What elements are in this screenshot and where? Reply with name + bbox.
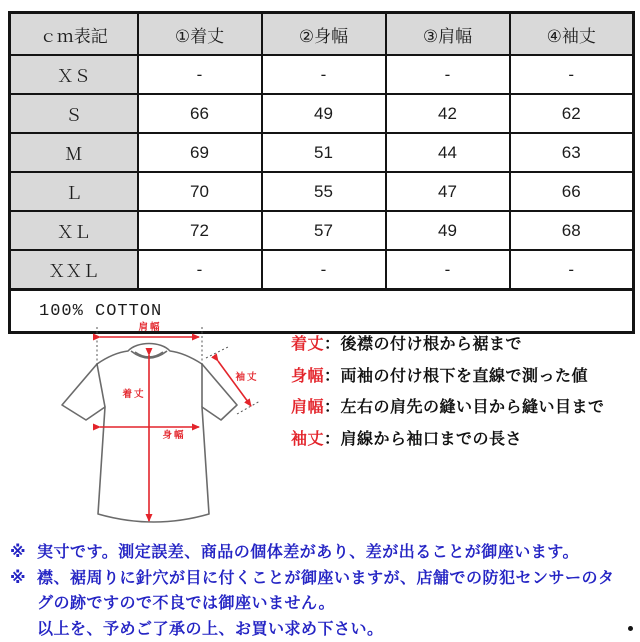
note-text: グの跡ですので不良では御座いません。 bbox=[37, 591, 335, 617]
legend-term: 着丈 bbox=[291, 331, 324, 354]
guide-lines bbox=[97, 327, 260, 414]
note-line bbox=[10, 540, 636, 566]
measurement-cell: - bbox=[386, 250, 510, 290]
shoulder-width-label: 肩幅 bbox=[138, 321, 161, 333]
column-header-unit: ｃｍ表記 bbox=[10, 13, 138, 56]
measurement-cell: 57 bbox=[262, 211, 386, 250]
measurement-cell: 68 bbox=[510, 211, 634, 250]
measurement-cell: 63 bbox=[510, 133, 634, 172]
sleeve-length-arrow bbox=[218, 361, 251, 406]
measurement-cell: - bbox=[138, 250, 262, 290]
legend-term: 身幅 bbox=[291, 363, 324, 386]
measurement-cell: 51 bbox=[262, 133, 386, 172]
note-marker bbox=[10, 617, 37, 642]
measurement-cell: 47 bbox=[386, 172, 510, 211]
measurement-cell: 69 bbox=[138, 133, 262, 172]
table-header-row bbox=[10, 13, 634, 56]
table-row-xxl bbox=[10, 250, 634, 290]
body-length-label: 着丈 bbox=[122, 388, 145, 400]
size-label: Ｓ bbox=[10, 94, 138, 133]
table-row-xs bbox=[10, 55, 634, 94]
measurement-cell: - bbox=[138, 55, 262, 94]
measurement-legend bbox=[291, 327, 636, 453]
measurement-cell: 49 bbox=[262, 94, 386, 133]
legend-item-sleeve bbox=[291, 422, 636, 454]
size-label: ＸＳ bbox=[10, 55, 138, 94]
note-marker: ※ bbox=[10, 540, 37, 566]
speck bbox=[628, 626, 633, 631]
note-marker: ※ bbox=[10, 566, 37, 592]
legend-term: 袖丈 bbox=[291, 426, 324, 449]
measurement-cell: 66 bbox=[510, 172, 634, 211]
material-cell: 100% COTTON bbox=[10, 290, 634, 333]
note-text: 襟、裾周りに針穴が目に付くことが御座いますが、店舗での防犯センサーのタ bbox=[37, 566, 615, 592]
legend-item-width bbox=[291, 359, 636, 391]
table-row-m bbox=[10, 133, 634, 172]
legend-desc: ：後襟の付け根から裾まで bbox=[324, 331, 522, 354]
legend-item-length bbox=[291, 327, 636, 359]
measurement-cell: 49 bbox=[386, 211, 510, 250]
measurement-cell: - bbox=[262, 250, 386, 290]
tshirt-measurement-diagram bbox=[38, 317, 270, 535]
sleeve-length-label: 袖丈 bbox=[235, 371, 258, 383]
measurement-cell: - bbox=[510, 250, 634, 290]
note-line bbox=[10, 566, 636, 592]
measurement-cell: - bbox=[510, 55, 634, 94]
legend-term: 肩幅 bbox=[291, 394, 324, 417]
note-line bbox=[10, 617, 636, 642]
measurement-cell: 62 bbox=[510, 94, 634, 133]
measurement-arrows bbox=[100, 337, 251, 521]
table-row-s bbox=[10, 94, 634, 133]
legend-desc: ：左右の肩先の縫い目から縫い目まで bbox=[324, 394, 605, 417]
measurement-cell: 42 bbox=[386, 94, 510, 133]
column-header-sleeve: ④袖丈 bbox=[510, 13, 634, 56]
size-label: ＸＸＬ bbox=[10, 250, 138, 290]
column-header-width: ②身幅 bbox=[262, 13, 386, 56]
note-marker bbox=[10, 591, 37, 617]
note-text: 以上を、予めご了承の上、お買い求め下さい。 bbox=[37, 617, 384, 642]
size-label: ＸＬ bbox=[10, 211, 138, 250]
note-text: 実寸です。測定誤差、商品の個体差があり、差が出ることが御座います。 bbox=[37, 540, 579, 566]
measurement-cell: 66 bbox=[138, 94, 262, 133]
legend-desc: ：肩線から袖口までの長さ bbox=[324, 426, 522, 449]
measurement-cell: 44 bbox=[386, 133, 510, 172]
note-line bbox=[10, 591, 636, 617]
column-header-length: ①着丈 bbox=[138, 13, 262, 56]
measurement-cell: 72 bbox=[138, 211, 262, 250]
size-table bbox=[8, 11, 635, 334]
disclaimer-notes bbox=[10, 540, 636, 642]
measurement-cell: - bbox=[386, 55, 510, 94]
measurement-cell: 55 bbox=[262, 172, 386, 211]
legend-item-shoulder bbox=[291, 390, 636, 422]
legend-desc: ：両袖の付け根下を直線で測った値 bbox=[324, 363, 588, 386]
size-label: Ｌ bbox=[10, 172, 138, 211]
column-header-shoulder: ③肩幅 bbox=[386, 13, 510, 56]
measurement-cell: 70 bbox=[138, 172, 262, 211]
body-width-label: 身幅 bbox=[162, 429, 185, 441]
table-row-l bbox=[10, 172, 634, 211]
measurement-cell: - bbox=[262, 55, 386, 94]
size-label: Ｍ bbox=[10, 133, 138, 172]
table-row-xl bbox=[10, 211, 634, 250]
